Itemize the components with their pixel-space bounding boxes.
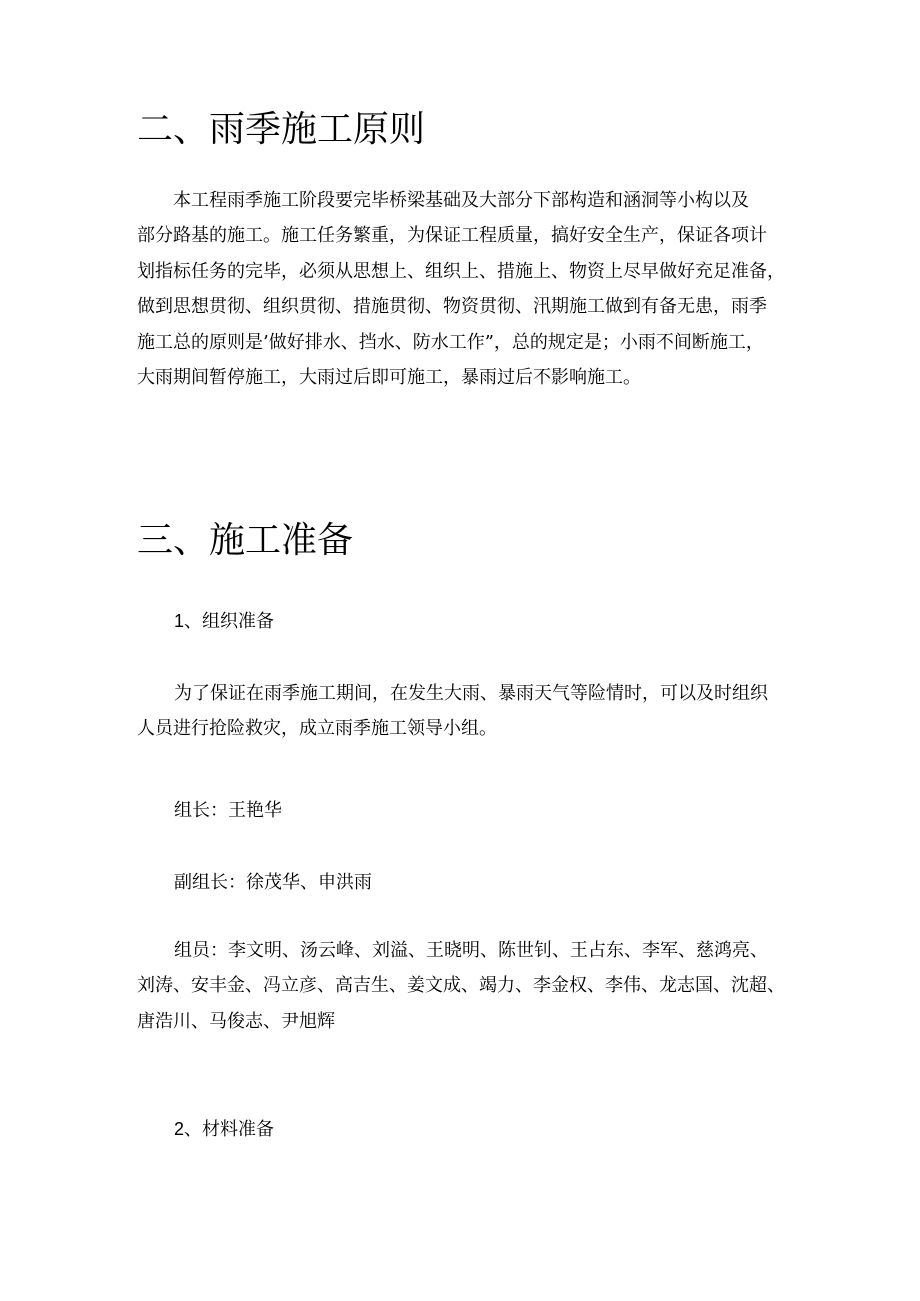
organization-paragraph [137, 676, 797, 747]
paragraph-line: 大雨期间暂停施工，大雨过后即可施工，暴雨过后不影响施工。 [137, 367, 641, 389]
paragraph-line: 为了保证在雨季施工期间，在发生大雨、暴雨天气等险情时，可以及时组织 [174, 683, 768, 704]
paragraph-line: 划指标任务的完毕，必须从思想上、组织上、措施上、物资上尽早做好充足准备， [137, 260, 785, 282]
paragraph-line: 做到思想贯彻、组织贯彻、措施贯彻、物资贯彻、汛期施工做到有备无患，雨季 [137, 296, 767, 318]
members-line: 刘涛、安丰金、冯立彦、高吉生、姜文成、竭力、李金权、李伟、龙志国、沈超、 [137, 975, 785, 997]
members-line: 组员：李文明、汤云峰、刘溢、王晓明、陈世钊、王占东、李军、慈鸿亮、 [174, 940, 768, 961]
item-title: 、组织准备 [184, 611, 275, 632]
paragraph-line: 人员进行抢险救灾，成立雨季施工领导小组。 [137, 718, 497, 740]
group-leader: 组长：王艳华 [174, 800, 282, 821]
paragraph-line: 本工程雨季施工阶段要完毕桥梁基础及大部分下部构造和涵洞等小构以及 [173, 190, 749, 211]
group-members [137, 933, 797, 1039]
subheading-organization-prep [174, 607, 274, 636]
deputy-group-leader: 副组长：徐茂华、申洪雨 [174, 872, 372, 893]
item-number: 2 [174, 1119, 185, 1139]
members-line: 唐浩川、马俊志、尹旭辉 [137, 1010, 335, 1032]
principles-paragraph [137, 183, 797, 395]
subheading-material-prep [174, 1115, 274, 1144]
item-title: 、材料准备 [184, 1119, 275, 1140]
paragraph-line: 部分路基的施工。施工任务繁重，为保证工程质量，搞好安全生产，保证各项计 [137, 225, 767, 247]
section-heading-construction-prep: 三、施工准备 [137, 520, 354, 561]
paragraph-line: 施工总的原则是’做好排水、挡水、防水工作”，总的规定是；小雨不间断施工， [137, 331, 764, 353]
section-heading-rainy-principles: 二、雨季施工原则 [137, 109, 426, 150]
item-number: 1 [174, 611, 185, 631]
